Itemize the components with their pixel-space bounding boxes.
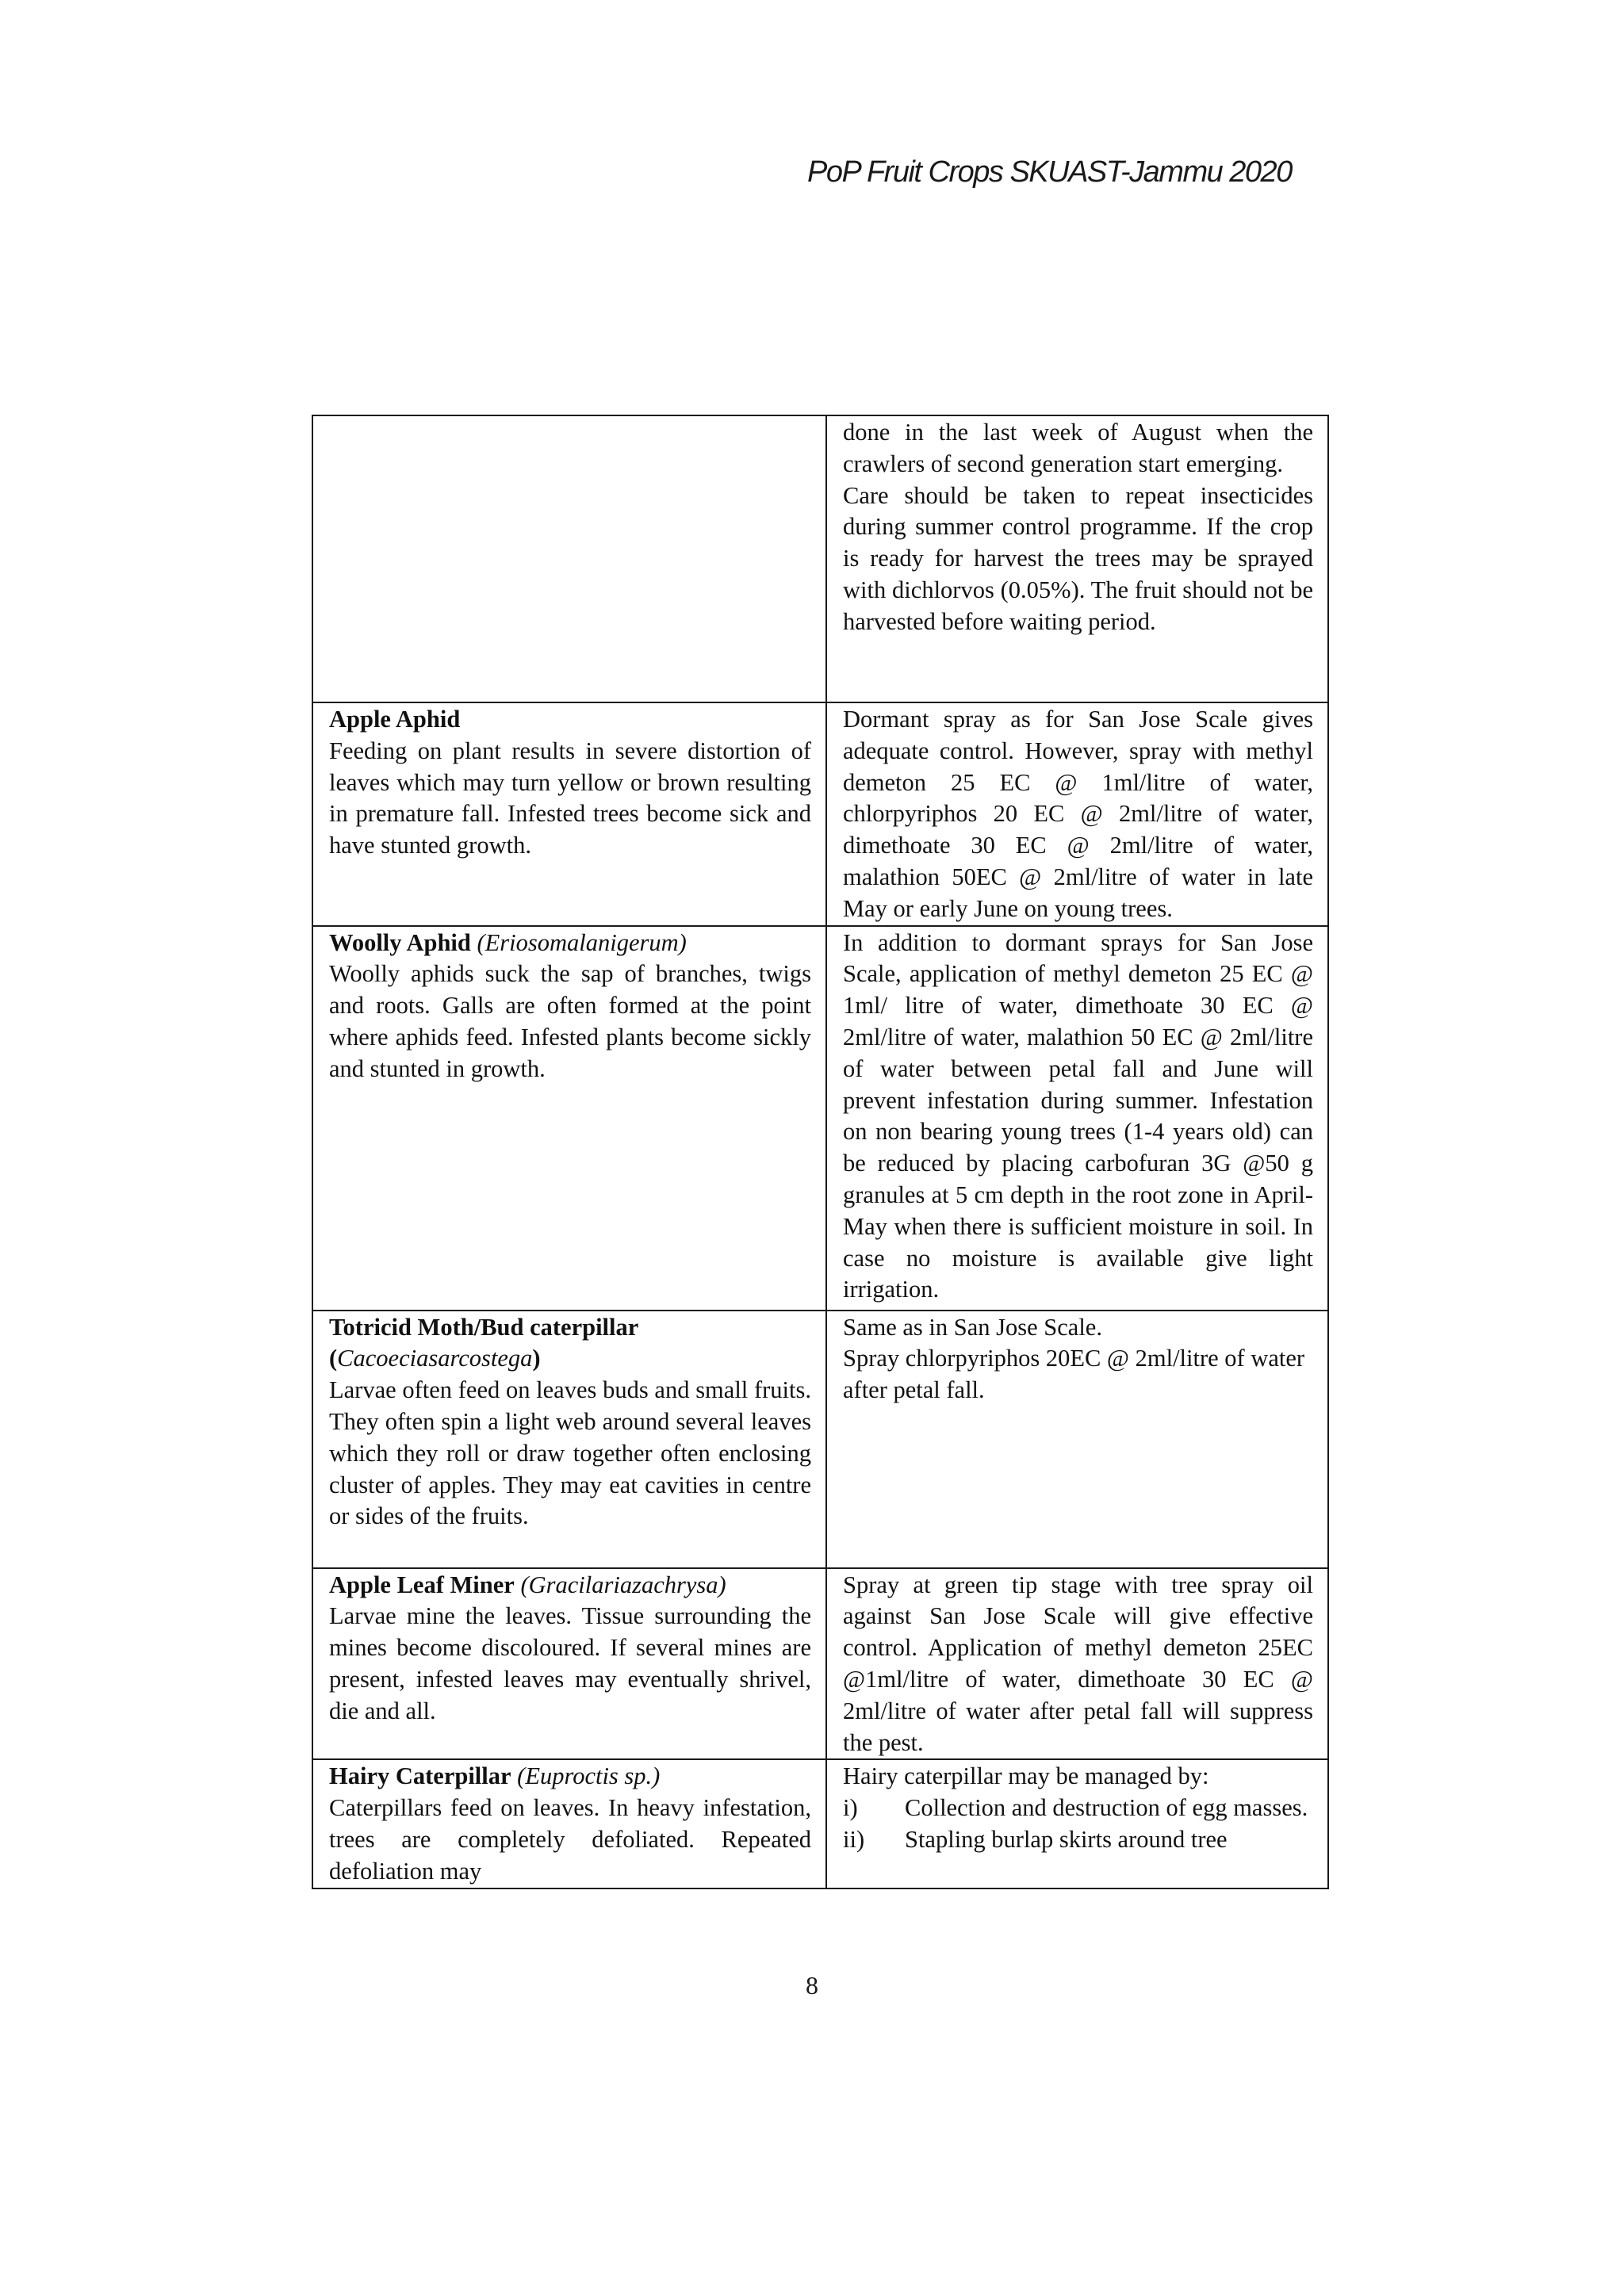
pest-scientific-name: Cacoeciasarcostega: [337, 1345, 533, 1372]
pest-name: Hairy Caterpillar: [329, 1762, 511, 1790]
pest-scientific-name: (Gracilariazachrysa): [520, 1571, 726, 1598]
control-text: Care should be taken to repeat insecticides during summer control programme. If the crop is ready for harvest the trees may be sprayed with dichlorvos (0.05%). The fruit should not be harvested before waiting period.: [843, 481, 1313, 635]
pest-description: Woolly aphids suck the sap of branches, twigs and roots. Galls are often formed at the point where aphids feed. Infested plants become sickly and stunted in growth.: [329, 960, 811, 1082]
control-text: Spray at green tip stage with tree spray oil against San Jose Scale will give effective control. Application of methyl demeton 25EC @1ml/litre of water, dimethoate 30 EC @ 2ml/litre of water after petal fall will suppress the pest.: [843, 1571, 1313, 1756]
pest-scientific-name: (Euproctis sp.): [517, 1762, 661, 1790]
list-item: [843, 1824, 1313, 1856]
pest-cell: [312, 1311, 826, 1568]
list-item: [843, 1793, 1313, 1824]
page-number: 8: [806, 1971, 818, 1999]
control-text: Spray chlorpyriphos 20EC @ 2ml/litre of water after petal fall.: [843, 1345, 1305, 1404]
control-cell: [826, 1311, 1328, 1568]
list-text: Collection and destruction of egg masses.: [905, 1794, 1308, 1822]
control-cell: [826, 415, 1328, 702]
pest-sci-open-paren: (: [329, 1345, 338, 1372]
control-cell: [826, 1568, 1328, 1760]
pest-cell: [312, 1568, 826, 1760]
pest-scientific-name: (Eriosomalanigerum): [477, 928, 687, 956]
pest-cell: [312, 926, 826, 1311]
control-text: done in the last week of August when the crawlers of second generation start emerging.: [843, 419, 1313, 477]
table-row: [312, 1568, 1328, 1760]
pest-control-table: [312, 415, 1329, 1889]
table-row: [312, 702, 1328, 926]
control-text: Same as in San Jose Scale.: [843, 1313, 1102, 1341]
pest-description: Caterpillars feed on leaves. In heavy infestation, trees are completely defoliated. Repeated defoliation may: [329, 1794, 811, 1885]
control-intro: Hairy caterpillar may be managed by:: [843, 1762, 1209, 1790]
pest-description: Larvae mine the leaves. Tissue surrounding the mines become discoloured. If several mines are present, infested leaves may eventually shrivel, die and all.: [329, 1602, 811, 1724]
control-cell: [826, 702, 1328, 926]
pest-sci-close-paren: ): [532, 1345, 541, 1372]
list-number: ii): [843, 1825, 865, 1853]
pest-description: Feeding on plant results in severe distortion of leaves which may turn yellow or brown resulting in premature fall. Infested trees become sick and have stunted growth.: [329, 737, 811, 859]
pest-description: Larvae often feed on leaves buds and small fruits. They often spin a light web around several leaves which they roll or draw together often enclosing cluster of apples. They may eat cavities in centre or sides of the fruits.: [329, 1376, 811, 1530]
table-row: [312, 415, 1328, 702]
table-row: [312, 1311, 1328, 1568]
control-text: Dormant spray as for San Jose Scale gives adequate control. However, spray with methyl demeton 25 EC @ 1ml/litre of water, chlorpyriphos 20 EC @ 2ml/litre of water, dimethoate 30 EC @ 2ml/litre of water, malathion 50EC @ 2ml/litre of water in late May or early June on young trees.: [843, 706, 1313, 922]
pest-name: Apple Leaf Miner: [329, 1571, 515, 1598]
table-row: [312, 1759, 1328, 1888]
control-text: In addition to dormant sprays for San Jose Scale, application of methyl demeton 25 EC @ 1ml/ litre of water, dimethoate 30 EC @ 2ml/litre of water, malathion 50 EC @ 2ml/litre of water between petal fall and June will prevent infestation during summer. Infestation on non bearing young trees (1-4 years old) can be reduced by placing carbofuran 3G @50 g granules at 5 cm depth in the root zone in April-May when there is sufficient moisture in soil. In case no moisture is available give light irrigation.: [843, 928, 1313, 1303]
list-number: i): [843, 1794, 858, 1822]
pest-name: Apple Aphid: [329, 706, 461, 733]
control-cell: [826, 1759, 1328, 1888]
pest-cell: [312, 702, 826, 926]
pest-name: Woolly Aphid: [329, 928, 471, 956]
pest-name: Totricid Moth/Bud caterpillar: [329, 1313, 639, 1341]
pest-cell: [312, 415, 826, 702]
running-header-title: PoP Fruit Crops SKUAST-Jammu 2020: [807, 155, 1292, 189]
list-text: Stapling burlap skirts around tree: [905, 1825, 1228, 1853]
pest-cell: [312, 1759, 826, 1888]
control-cell: [826, 926, 1328, 1311]
table-row: [312, 926, 1328, 1311]
